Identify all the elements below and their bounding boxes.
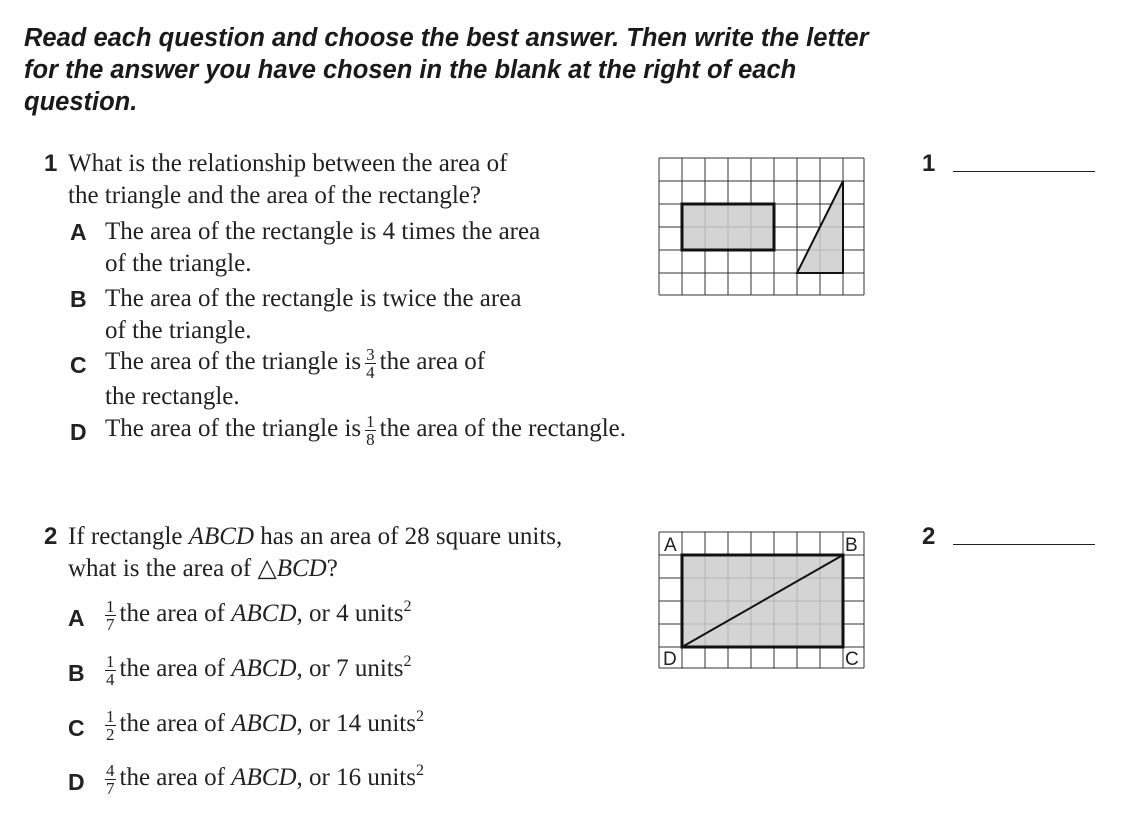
q1-choice-a-line-2[interactable]: of the triangle. (105, 250, 252, 277)
q2-line2-pre: what is the area of △ (68, 555, 277, 582)
q2-grid-figure (658, 531, 866, 671)
fraction-denominator: 4 (106, 670, 115, 689)
label-b: B (845, 535, 858, 556)
fraction-denominator: 7 (106, 779, 115, 798)
q2-choice-a-var: ABCD (231, 600, 297, 628)
fraction-numerator: 1 (106, 597, 115, 616)
q1-choice-a-line-1[interactable]: The area of the rectangle is 4 times the area (105, 218, 541, 245)
q2-choice-d-fraction (105, 762, 116, 797)
q1-choice-d-text-pre: The area of the triangle is (105, 415, 362, 443)
answer-1-blank[interactable] (953, 171, 1095, 172)
q2-choice-c-fraction (105, 708, 116, 743)
q2-choice-d-pre: the area of (119, 764, 232, 792)
q2-line1-post: has an area of 28 square units, (254, 523, 563, 550)
q2-choice-d-text[interactable] (101, 762, 424, 797)
fraction-numerator: 3 (366, 345, 375, 364)
fraction-denominator: 2 (106, 725, 115, 744)
q2-choice-a-pre: the area of (119, 600, 232, 628)
q2-choice-b-sup: 2 (403, 653, 412, 671)
fraction-numerator: 1 (366, 412, 375, 431)
answer-2-blank[interactable] (953, 544, 1095, 545)
answer-2-number: 2 (922, 523, 936, 550)
q2-choice-d-letter[interactable]: D (68, 769, 85, 795)
q1-choice-c-fraction (365, 346, 376, 381)
q1-choice-a-letter[interactable]: A (70, 219, 87, 245)
q2-choice-d-sup: 2 (415, 762, 424, 780)
q2-choice-a-letter[interactable]: A (68, 605, 85, 631)
q2-choice-c-var: ABCD (231, 710, 297, 738)
q1-choice-d-text-post: the area of the rectangle. (379, 415, 627, 443)
q2-choice-b-fraction (105, 653, 116, 688)
label-c: C (845, 649, 859, 670)
fraction-denominator: 4 (366, 363, 375, 382)
answer-1-number: 1 (922, 150, 936, 177)
q2-line2-post: ? (326, 555, 338, 582)
q2-choice-d-post: , or 16 units (296, 764, 416, 792)
q2-choice-b-post: , or 7 units (296, 655, 404, 683)
q2-choice-a-fraction (105, 598, 116, 633)
q1-choice-c-line-2[interactable]: the rectangle. (105, 383, 240, 410)
q1-choice-b-line-1[interactable]: The area of the rectangle is twice the area (105, 285, 522, 312)
q1-choice-c-line-1[interactable] (105, 346, 485, 381)
q2-line1-pre: If rectangle (68, 523, 189, 550)
q2-choice-c-sup: 2 (415, 708, 424, 726)
question-2-line-1 (68, 521, 562, 553)
q1-choice-d-fraction (365, 413, 376, 448)
q1-choice-d-letter[interactable]: D (70, 419, 87, 445)
q1-choice-b-line-2[interactable]: of the triangle. (105, 317, 252, 344)
q1-choice-b-letter[interactable]: B (70, 286, 87, 312)
q1-choice-c-text-pre: The area of the triangle is (105, 348, 362, 376)
fraction-denominator: 8 (366, 430, 375, 449)
fraction-numerator: 1 (106, 652, 115, 671)
fraction-denominator: 7 (106, 615, 115, 634)
q1-rectangle (682, 204, 774, 250)
instructions: Read each question and choose the best answer. Then write the letter for the answer you have chosen in the blank at the right of each question. (24, 24, 869, 116)
fraction-numerator: 1 (106, 707, 115, 726)
question-1-line-2: the triangle and the area of the rectangle? (68, 182, 481, 209)
q2-choice-d-var: ABCD (231, 764, 297, 792)
q2-choice-a-text[interactable] (101, 598, 411, 633)
q2-choice-b-text[interactable] (101, 653, 411, 688)
question-2-line-2 (68, 553, 338, 585)
q1-choice-c-text-post: the area of (379, 348, 486, 376)
question-1-number: 1 (44, 150, 58, 177)
q2-choice-b-pre: the area of (119, 655, 232, 683)
q2-choice-c-text[interactable] (101, 708, 424, 743)
q2-line1-var: ABCD (188, 523, 255, 550)
fraction-numerator: 4 (106, 761, 115, 780)
q2-choice-c-post: , or 14 units (296, 710, 416, 738)
q2-choice-c-letter[interactable]: C (68, 715, 85, 741)
label-d: D (663, 649, 677, 670)
q2-choice-b-var: ABCD (231, 655, 297, 683)
q2-choice-b-letter[interactable]: B (68, 660, 85, 686)
q2-choice-c-pre: the area of (119, 710, 232, 738)
q1-choice-d-line-1[interactable] (105, 413, 626, 448)
q1-grid-figure (658, 157, 866, 297)
label-a: A (664, 535, 677, 556)
question-2-number: 2 (44, 523, 58, 550)
q2-choice-a-sup: 2 (403, 598, 412, 616)
question-1-line-1: What is the relationship between the area of (68, 150, 508, 177)
q2-line2-var: BCD (276, 555, 327, 582)
q2-choice-a-post: , or 4 units (296, 600, 404, 628)
q1-choice-c-letter[interactable]: C (70, 352, 87, 378)
